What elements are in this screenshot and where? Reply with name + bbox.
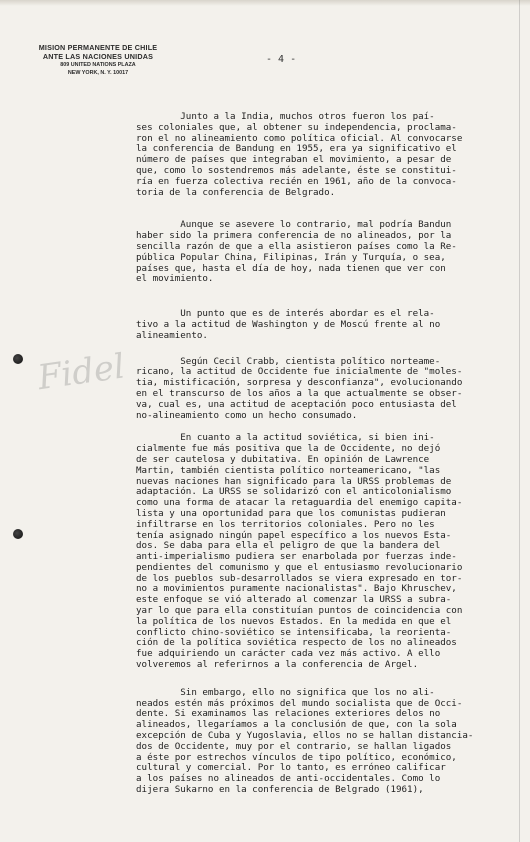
punch-hole-upper [13, 354, 23, 364]
faded-watermark: Fidel [35, 346, 128, 399]
punch-hole-lower [13, 529, 23, 539]
page-edge-shadow [0, 0, 530, 6]
letterhead-mission-subtitle: ANTE LAS NACIONES UNIDAS [42, 52, 154, 61]
page-number: - 4 - [266, 54, 297, 65]
paragraph-india-bandung: Junto a la India, muchos otros fueron los paí- ses coloniales que, al obtener su independencia, proclama- ron el no alineamiento como política oficial. Al convocarse la conferencia de Bandung en 1955, era ya significativo el número de países que integraban el movimiento, a pesar de que, como lo sostendremos más adelante, éste se constitui- ría en fuerza colectiva recién en 1961, año de la convoca- toria de la conferencia de Belgrado. [136, 111, 463, 198]
document-body [136, 112, 520, 796]
paragraph-sin-embargo: Sin embargo, ello no significa que los no ali- neados estén más próximos del mundo socialista que de Occi- dente. Si examinamos las relaciones exteriores delos no alineados, llegaríamos a la conclusión de que, con la sola excepción de Cuba y Yugoslavia, ellos no se hallan distancia- dos de Occidente, muy por el contrario, se hallan ligados a éste por estrechos vínculos de tipo político, económico, cultural y comercial. Por lo tanto, es erróneo calificar a los países no alineados de anti-occidentales. Como lo dijera Sukarno en la conferencia de Belgrado (1961), [136, 686, 474, 796]
paragraph-soviet-attitude: En cuanto a la actitud soviética, si bien ini- cialmente fue más positiva que la de Occidente, no dejó de ser cautelosa y dubitativa. En opinión de Lawrence Martin, también cientista político norteamericano, "las nuevas naciones han significado para la URSS problemas de adaptación. La URSS se solidarizó con el anticolonialismo como una forma de atacar la retaguardia del enemigo capita- lista y una oportunidad para que los comunistas pudieran infiltrarse en los territorios coloniales. Pero no les tenía asignado ningún papel específico a los nuevos Esta- dos. Se daba para ella el peligro de que la bandera del anti-imperialismo pudiera ser enarbolada por fuerzas inde- pendientes del comunismo y que el entusiasmo revolucionario de los pueblos sub-desarrollados se viera expresado en tor- no a movimientos puramente nacionalistas". Bajo Khruschev, este enfoque se vió alterado al comenzar la URSS a subra- yar lo que para ella constituían puntos de coincidencia con la política de los nuevos Estados. En la medida en que el conflicto chino-soviético se intensificaba, la reorienta- ción de la política soviética respecto de los no alineados fue adquiriendo un carácter cada vez más activo. A ello volveremos al referirnos a la conferencia de Argel. [136, 432, 463, 671]
letterhead-address-street: 809 UNITED NATIONS PLAZA [60, 62, 136, 68]
letterhead-mission-name: MISION PERMANENTE DE CHILE [38, 43, 158, 52]
letterhead [18, 43, 178, 77]
paragraph-cecil-crabb: Según Cecil Crabb, cientista político norteame- ricano, la actitud de Occidente fue inicialmente de "moles- tia, mistificación, sorpresa y desconfianza", evolucionando en el transcurso de los años a la que actualmente se obser- va, cual es, una actitud de aceptación poco entusiasta del no-alineamiento como un hecho consumado. [136, 355, 463, 421]
paragraph-washington-moscow: Un punto que es de interés abordar es el rela- tivo a la actitud de Washington y de Moscú frente al no alineamiento. [136, 308, 441, 341]
letterhead-address-city: NEW YORK, N. Y. 10017 [67, 70, 129, 76]
paragraph-bandung-not-first: Aunque se asevere lo contrario, mal podría Bandun haber sido la primera conferencia de no alineados, por la sencilla razón de que a ella asistieron países como la Re- pública Popular China, Filipinas, Irán y Turquía, o sea, países que, hasta el día de hoy, nada tienen que ver con el movimiento. [136, 219, 457, 285]
